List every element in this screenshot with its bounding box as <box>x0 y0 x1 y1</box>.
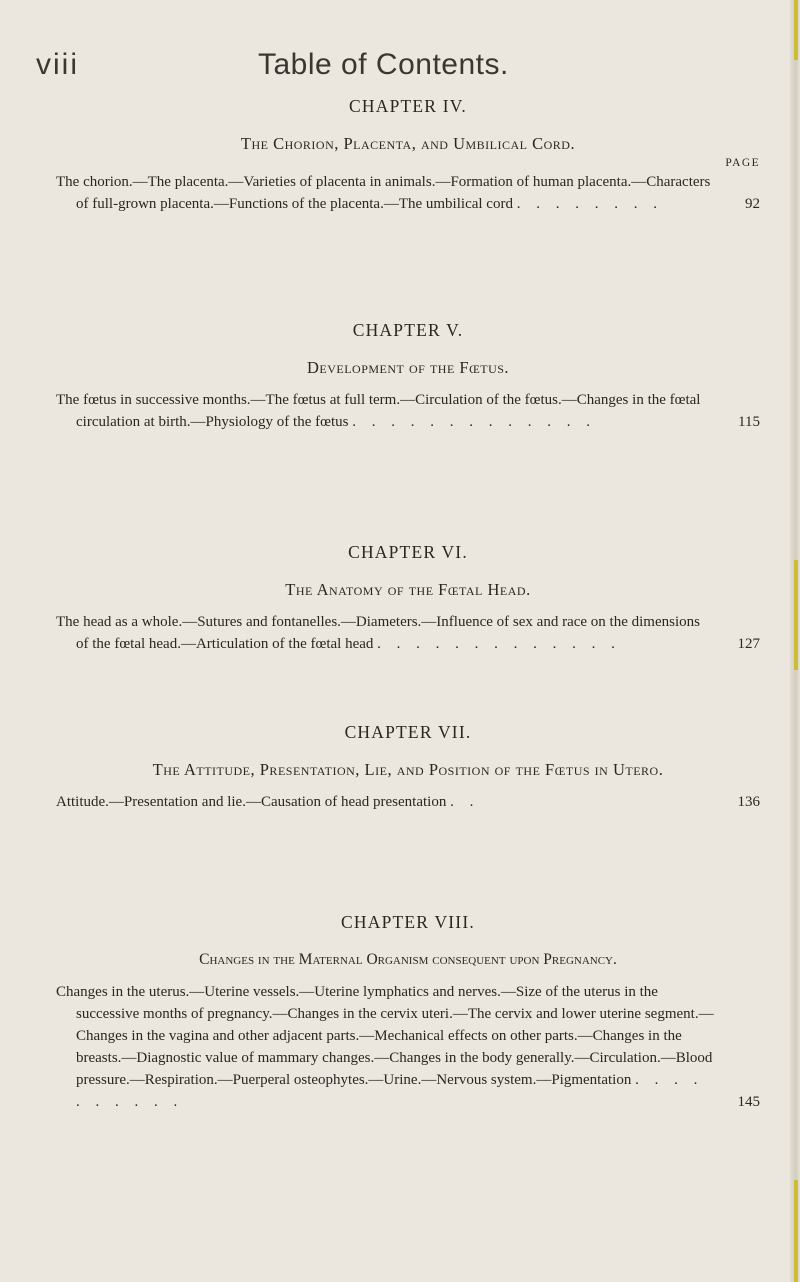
entry-page-number: 136 <box>737 794 760 810</box>
entry-text: The chorion.—The placenta.—Varieties of placenta in animals.—Formation of human placenta.—Characters of full-grown placenta.—Functions of the placenta.—The umbilical cord <box>56 174 711 212</box>
chapter-viii <box>56 912 760 1113</box>
page-edge <box>790 0 800 1282</box>
chapter-heading: CHAPTER VI. <box>348 542 468 562</box>
chapter-subtitle: Development of the Fœtus. <box>306 358 510 377</box>
chapter-iv <box>56 96 760 215</box>
edge-mark <box>794 0 798 60</box>
toc-entry <box>56 389 760 433</box>
chapter-subtitle: The Chorion, Placenta, and Umbilical Cord. <box>240 134 576 153</box>
page-title: Table of Contents. <box>258 48 509 81</box>
page-header <box>36 38 764 86</box>
chapter-v <box>56 320 760 433</box>
chapter-vi <box>56 542 760 655</box>
chapter-heading: CHAPTER VIII. <box>341 912 475 932</box>
entry-page-number: 127 <box>737 636 760 652</box>
edge-mark <box>794 560 798 670</box>
chapter-subtitle: The Anatomy of the Fœtal Head. <box>285 580 531 599</box>
entry-text: The head as a whole.—Sutures and fontanelles.—Diameters.—Influence of sex and race on the dimensions of the fœtal head.—Articulation of the fœtal head <box>56 614 700 652</box>
chapter-heading: CHAPTER IV. <box>349 96 467 116</box>
entry-text: Attitude.—Presentation and lie.—Causation of head presentation <box>56 794 447 810</box>
dot-leaders: . . <box>450 794 480 810</box>
page-number: viii <box>36 48 79 81</box>
entry-page-number: 92 <box>745 196 760 212</box>
entry-text: Changes in the uterus.—Uterine vessels.—Uterine lymphatics and nerves.—Size of the uterus in the successive months of pregnancy.—Changes in the cervix uteri.—The cervix and lower uterine segment.—Changes in the vagina and other adjacent parts.—Mechanical effects on other parts.—Changes in the breasts.—Diagnostic value of mammary changes.—Changes in the body generally.—Circulation.—Blood pressure.—Respiration.—Puerperal osteophytes.—Urine.—Nervous system.—Pigmentation <box>56 984 714 1088</box>
dot-leaders: . . . . . . . . <box>516 196 663 212</box>
chapter-vii <box>56 722 760 813</box>
chapter-subtitle: Changes in the Maternal Organism consequent upon Pregnancy. <box>199 951 617 968</box>
chapter-heading: CHAPTER V. <box>352 320 464 340</box>
chapter-heading: CHAPTER VII. <box>344 722 472 742</box>
entry-page-number: 145 <box>737 1094 760 1110</box>
page-column-label: PAGE <box>725 157 760 169</box>
edge-mark <box>794 1180 798 1282</box>
dot-leaders: . . . . . . . . . . . . . <box>352 414 596 430</box>
toc-entry <box>56 981 760 1113</box>
entry-page-number: 115 <box>738 414 760 430</box>
toc-entry <box>56 171 760 215</box>
toc-entry <box>56 611 760 655</box>
dot-leaders: . . . . . . . . . . . . . <box>377 636 621 652</box>
entry-text: The fœtus in successive months.—The fœtus at full term.—Circulation of the fœtus.—Changes in the fœtal circulation at birth.—Physiology of the fœtus <box>56 392 701 430</box>
toc-entry <box>56 791 760 813</box>
chapter-subtitle: The Attitude, Presentation, Lie, and Position of the Fœtus in Utero. <box>152 760 664 779</box>
dot-leaders: . . . . . . . . . . <box>76 1072 704 1110</box>
